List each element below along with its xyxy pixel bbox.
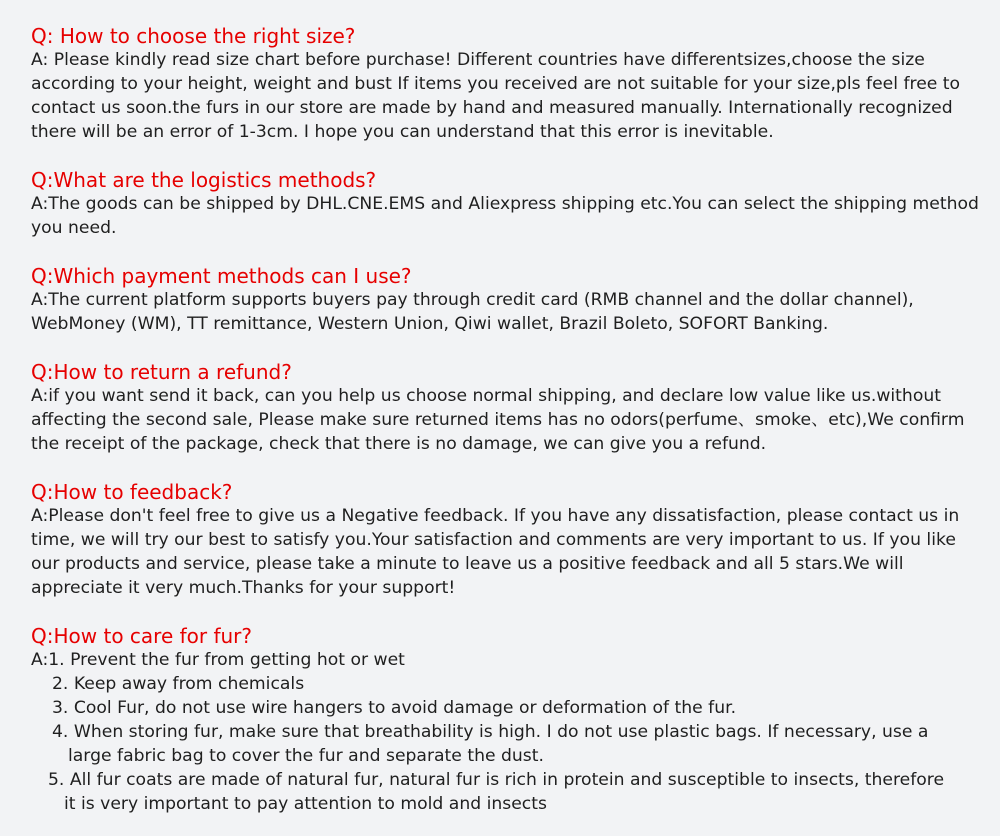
care-step: 2. Keep away from chemicals	[52, 674, 305, 694]
faq-question: Q:How to care for fur?	[31, 624, 253, 648]
care-step-continued: it is very important to pay attention to mold and insects	[64, 794, 547, 814]
care-step: 3. Cool Fur, do not use wire hangers to avoid damage or deformation of the fur.	[52, 698, 737, 718]
faq-answer: A:The goods can be shipped by DHL.CNE.EMS and Aliexpress shipping etc.You can select the shipping method you need.	[31, 194, 979, 238]
care-step: A:1. Prevent the fur from getting hot or wet	[31, 650, 405, 670]
faq-answer: A:Please don't feel free to give us a Negative feedback. If you have any dissatisfaction, please contact us in time, we will try our best to satisfy you.Your satisfaction and comments are very important to us. If you like our products and service, please take a minute to leave us a positive feedback and all 5 stars.We will appreciate it very much.Thanks for your support!	[31, 506, 960, 598]
care-step: 4. When storing fur, make sure that breathability is high. I do not use plastic bags. If necessary, use a	[52, 722, 929, 742]
faq-question: Q:How to return a refund?	[31, 360, 292, 384]
care-step: 5. All fur coats are made of natural fur, natural fur is rich in protein and susceptible to insects, therefore	[48, 770, 945, 790]
faq-item-feedback	[31, 480, 986, 600]
faq-question: Q:How to feedback?	[31, 480, 233, 504]
faq-answer: A:if you want send it back, can you help us choose normal shipping, and declare low value like us.without affecting the second sale, Please make sure returned items has no odors(perfume、smoke、etc),We confirm the receipt of the package, check that there is no damage, we can give you a refund.	[31, 386, 965, 454]
faq-answer: A:The current platform supports buyers pay through credit card (RMB channel and the dollar channel), WebMoney (WM), TT remittance, Western Union, Qiwi wallet, Brazil Boleto, SOFORT Banking.	[31, 290, 914, 334]
faq-question: Q:Which payment methods can I use?	[31, 264, 412, 288]
faq-question: Q: How to choose the right size?	[31, 24, 356, 48]
care-list	[31, 648, 986, 816]
faq-item-size	[31, 24, 986, 144]
faq-question: Q:What are the logistics methods?	[31, 168, 377, 192]
care-step-continued: large fabric bag to cover the fur and separate the dust.	[68, 746, 544, 766]
faq-item-logistics	[31, 168, 986, 240]
faq-answer: A: Please kindly read size chart before purchase! Different countries have differentsizes,choose the size according to your height, weight and bust If items you received are not suitable for your size,pls feel free to contact us soon.the furs in our store are made by hand and measured manually. Internationally recognized there will be an error of 1-3cm. I hope you can understand that this error is inevitable.	[31, 50, 961, 142]
faq-item-refund	[31, 360, 986, 456]
faq-item-payment	[31, 264, 986, 336]
faq-item-fur-care	[31, 624, 986, 816]
